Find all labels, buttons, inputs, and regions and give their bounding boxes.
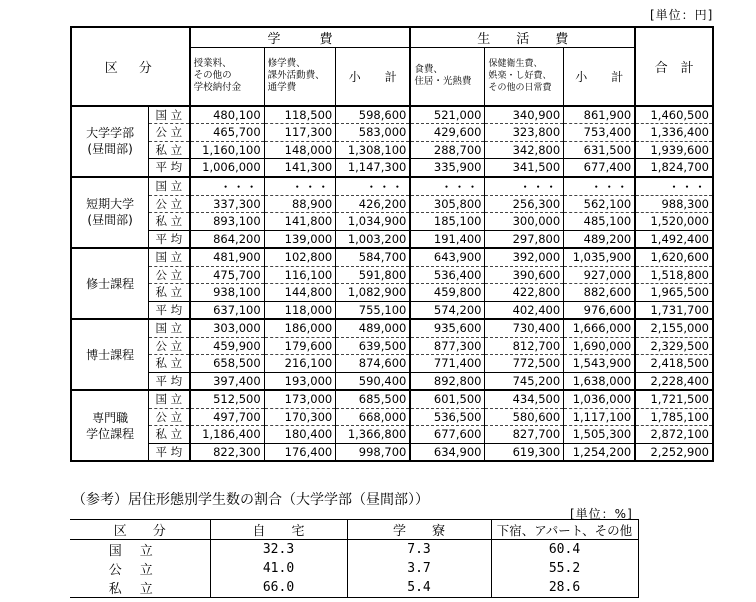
row-category: 平 均	[149, 372, 190, 390]
value-cell: 102,800	[264, 248, 336, 266]
value-cell: 772,500	[485, 355, 564, 373]
value-cell: 893,100	[190, 213, 265, 231]
header-col1: 授業料、 その他の 学校納付金	[190, 48, 265, 106]
ref-header-kubun: 区 分	[70, 520, 210, 540]
value-cell: 186,000	[264, 319, 336, 337]
value-cell: 584,700	[336, 248, 411, 266]
header-col4: 食費、 住居・光熱費	[410, 48, 485, 106]
value-cell: ・・・	[564, 177, 636, 196]
reference-value: 60.4	[491, 540, 638, 560]
value-cell: 303,000	[190, 319, 265, 337]
value-cell: 323,800	[485, 124, 564, 142]
value-cell: 475,700	[190, 266, 265, 284]
reference-value: 66.0	[210, 578, 347, 598]
value-cell: 2,252,900	[635, 443, 713, 461]
value-cell: 185,100	[410, 213, 485, 231]
value-cell: 118,000	[264, 301, 336, 319]
value-cell: 935,600	[410, 319, 485, 337]
table-row	[71, 141, 713, 159]
value-cell: 1,034,900	[336, 213, 411, 231]
reference-title: （参考）居住形態別学生数の割合（大学学部（昼間部））	[72, 492, 429, 508]
value-cell: 562,100	[564, 195, 636, 213]
value-cell: 976,600	[564, 301, 636, 319]
expense-table	[70, 26, 714, 462]
group-label: 博士課程	[71, 319, 149, 390]
reference-row	[70, 578, 638, 598]
table-row	[71, 248, 713, 266]
value-cell: 877,300	[410, 337, 485, 355]
expense-table-body	[71, 106, 713, 462]
value-cell: 2,329,500	[635, 337, 713, 355]
value-cell: 1,254,200	[564, 443, 636, 461]
row-category: 公 立	[149, 408, 190, 426]
value-cell: 1,785,100	[635, 408, 713, 426]
value-cell: 141,800	[264, 213, 336, 231]
reference-row	[70, 540, 638, 560]
value-cell: 874,600	[336, 355, 411, 373]
value-cell: 397,400	[190, 372, 265, 390]
value-cell: 1,082,900	[336, 284, 411, 302]
group-label: 専門職 学位課程	[71, 390, 149, 461]
value-cell: ・・・	[190, 177, 265, 196]
value-cell: 148,000	[264, 141, 336, 159]
row-category: 公 立	[149, 124, 190, 142]
value-cell: 1,460,500	[635, 106, 713, 124]
value-cell: 1,965,500	[635, 284, 713, 302]
value-cell: ・・・	[410, 177, 485, 196]
value-cell: 685,500	[336, 390, 411, 408]
value-cell: 637,100	[190, 301, 265, 319]
table-row	[71, 106, 713, 124]
value-cell: 812,700	[485, 337, 564, 355]
value-cell: 497,700	[190, 408, 265, 426]
value-cell: 598,600	[336, 106, 411, 124]
value-cell: 1,036,000	[564, 390, 636, 408]
value-cell: 938,100	[190, 284, 265, 302]
value-cell: 429,600	[410, 124, 485, 142]
value-cell: 118,500	[264, 106, 336, 124]
value-cell: 489,000	[336, 319, 411, 337]
value-cell: 216,100	[264, 355, 336, 373]
value-cell: 677,600	[410, 426, 485, 444]
reference-value: 41.0	[210, 559, 347, 578]
ref-header-jitaku: 自 宅	[210, 520, 347, 540]
value-cell: 1,147,300	[336, 159, 411, 177]
reference-header-row	[70, 520, 638, 540]
ref-header-gakuryo: 学 寮	[347, 520, 491, 540]
value-cell: 139,000	[264, 230, 336, 248]
value-cell: 827,700	[485, 426, 564, 444]
value-cell: 1,620,600	[635, 248, 713, 266]
table-row	[71, 177, 713, 196]
value-cell: 771,400	[410, 355, 485, 373]
value-cell: 170,300	[264, 408, 336, 426]
table-row	[71, 390, 713, 408]
value-cell: 179,600	[264, 337, 336, 355]
row-category: 私 立	[149, 213, 190, 231]
value-cell: 512,500	[190, 390, 265, 408]
value-cell: 144,800	[264, 284, 336, 302]
value-cell: 337,300	[190, 195, 265, 213]
value-cell: 390,600	[485, 266, 564, 284]
value-cell: 459,800	[410, 284, 485, 302]
reference-table	[70, 519, 639, 598]
header-col3: 小 計	[336, 48, 411, 106]
value-cell: 392,000	[485, 248, 564, 266]
row-category: 国 立	[149, 248, 190, 266]
table-row	[71, 124, 713, 142]
value-cell: 1,638,000	[564, 372, 636, 390]
reference-value: 32.3	[210, 540, 347, 560]
header-gokei: 合 計	[635, 27, 713, 106]
value-cell: 1,003,200	[336, 230, 411, 248]
value-cell: 591,800	[336, 266, 411, 284]
value-cell: 583,000	[336, 124, 411, 142]
table-row	[71, 284, 713, 302]
reference-value: 3.7	[347, 559, 491, 578]
row-category: 私 立	[149, 426, 190, 444]
value-cell: 1,505,300	[564, 426, 636, 444]
value-cell: 892,800	[410, 372, 485, 390]
table-row	[71, 319, 713, 337]
table-row	[71, 266, 713, 284]
value-cell: 141,300	[264, 159, 336, 177]
table-row	[71, 301, 713, 319]
value-cell: 297,800	[485, 230, 564, 248]
value-cell: 193,000	[264, 372, 336, 390]
row-category: 平 均	[149, 443, 190, 461]
value-cell: 459,900	[190, 337, 265, 355]
row-category: 私 立	[149, 141, 190, 159]
reference-table-body	[70, 540, 638, 598]
value-cell: 1,117,100	[564, 408, 636, 426]
value-cell: 1,366,800	[336, 426, 411, 444]
value-cell: 882,600	[564, 284, 636, 302]
value-cell: 342,800	[485, 141, 564, 159]
value-cell: 2,418,500	[635, 355, 713, 373]
value-cell: 753,400	[564, 124, 636, 142]
value-cell: 1,308,100	[336, 141, 411, 159]
value-cell: 927,000	[564, 266, 636, 284]
group-label: 大学学部 (昼間部)	[71, 106, 149, 177]
value-cell: 173,000	[264, 390, 336, 408]
header-col6: 小 計	[564, 48, 636, 106]
table-row	[71, 426, 713, 444]
reference-row-label: 私立	[70, 578, 210, 598]
row-category: 国 立	[149, 390, 190, 408]
value-cell: 1,160,100	[190, 141, 265, 159]
value-cell: 864,200	[190, 230, 265, 248]
value-cell: 402,400	[485, 301, 564, 319]
value-cell: 2,872,100	[635, 426, 713, 444]
header-kubun: 区 分	[71, 27, 190, 106]
value-cell: 1,518,800	[635, 266, 713, 284]
value-cell: 2,228,400	[635, 372, 713, 390]
value-cell: 1,939,600	[635, 141, 713, 159]
value-cell: 658,500	[190, 355, 265, 373]
value-cell: 422,800	[485, 284, 564, 302]
value-cell: 2,155,000	[635, 319, 713, 337]
value-cell: 536,400	[410, 266, 485, 284]
value-cell: 643,900	[410, 248, 485, 266]
row-category: 公 立	[149, 337, 190, 355]
value-cell: 1,520,000	[635, 213, 713, 231]
row-category: 公 立	[149, 195, 190, 213]
value-cell: 288,700	[410, 141, 485, 159]
value-cell: 677,400	[564, 159, 636, 177]
unit-label: [単位：円]	[650, 8, 714, 22]
value-cell: 1,186,400	[190, 426, 265, 444]
value-cell: 305,800	[410, 195, 485, 213]
reference-row-label: 国立	[108, 544, 171, 559]
value-cell: 180,400	[264, 426, 336, 444]
value-cell: 755,100	[336, 301, 411, 319]
value-cell: 1,543,900	[564, 355, 636, 373]
row-category: 公 立	[149, 266, 190, 284]
value-cell: 1,666,000	[564, 319, 636, 337]
table-row	[71, 408, 713, 426]
reference-value: 55.2	[491, 559, 638, 578]
table-row	[71, 372, 713, 390]
value-cell: ・・・	[264, 177, 336, 196]
table-row	[71, 213, 713, 231]
value-cell: 590,400	[336, 372, 411, 390]
value-cell: 521,000	[410, 106, 485, 124]
group-label: 修士課程	[71, 248, 149, 319]
value-cell: 861,900	[564, 106, 636, 124]
value-cell: 481,900	[190, 248, 265, 266]
value-cell: 1,006,000	[190, 159, 265, 177]
table-row	[71, 159, 713, 177]
value-cell: 631,500	[564, 141, 636, 159]
row-category: 平 均	[149, 301, 190, 319]
group-label: 短期大学 (昼間部)	[71, 177, 149, 249]
value-cell: 300,000	[485, 213, 564, 231]
value-cell: 485,100	[564, 213, 636, 231]
value-cell: 489,200	[564, 230, 636, 248]
value-cell: 117,300	[264, 124, 336, 142]
header-seikatsuhi: 生 活 費	[410, 27, 635, 48]
value-cell: 191,400	[410, 230, 485, 248]
value-cell: 822,300	[190, 443, 265, 461]
value-cell: 639,500	[336, 337, 411, 355]
reference-row-label: 公立	[108, 563, 171, 578]
value-cell: 116,100	[264, 266, 336, 284]
value-cell: 580,600	[485, 408, 564, 426]
value-cell: 1,492,400	[635, 230, 713, 248]
value-cell: 619,300	[485, 443, 564, 461]
header-col2: 修学費、 課外活動費、 通学費	[264, 48, 336, 106]
expense-table-header	[71, 27, 713, 106]
value-cell: 465,700	[190, 124, 265, 142]
value-cell: 1,690,000	[564, 337, 636, 355]
value-cell: 176,400	[264, 443, 336, 461]
value-cell: 256,300	[485, 195, 564, 213]
value-cell: 480,100	[190, 106, 265, 124]
row-category: 国 立	[149, 106, 190, 124]
value-cell: 574,200	[410, 301, 485, 319]
value-cell: 340,900	[485, 106, 564, 124]
value-cell: 536,500	[410, 408, 485, 426]
value-cell: 998,700	[336, 443, 411, 461]
row-category: 平 均	[149, 159, 190, 177]
value-cell: 1,035,900	[564, 248, 636, 266]
reference-value: 7.3	[347, 540, 491, 560]
reference-row	[70, 559, 638, 578]
table-row	[71, 337, 713, 355]
row-category: 国 立	[149, 177, 190, 196]
reference-unit: [単位：%]	[570, 507, 633, 521]
table-row	[71, 443, 713, 461]
value-cell: 601,500	[410, 390, 485, 408]
ref-header-geshuku: 下宿、アパート、その他	[491, 520, 638, 540]
table-row	[71, 355, 713, 373]
table-row	[71, 230, 713, 248]
value-cell: 426,200	[336, 195, 411, 213]
header-col5: 保健衛生費、 娯楽・し好費、 その他の日常費	[485, 48, 564, 106]
value-cell: 335,900	[410, 159, 485, 177]
value-cell: ・・・	[485, 177, 564, 196]
value-cell: 1,824,700	[635, 159, 713, 177]
value-cell: 668,000	[336, 408, 411, 426]
row-category: 私 立	[149, 355, 190, 373]
value-cell: 730,400	[485, 319, 564, 337]
value-cell: ・・・	[336, 177, 411, 196]
header-gakuhi: 学 費	[190, 27, 411, 48]
value-cell: 341,500	[485, 159, 564, 177]
table-row	[71, 195, 713, 213]
reference-value: 28.6	[491, 578, 638, 598]
value-cell: 1,721,500	[635, 390, 713, 408]
value-cell: 1,731,700	[635, 301, 713, 319]
value-cell: ・・・	[635, 177, 713, 196]
row-category: 私 立	[149, 284, 190, 302]
value-cell: 434,500	[485, 390, 564, 408]
row-category: 平 均	[149, 230, 190, 248]
value-cell: 634,900	[410, 443, 485, 461]
value-cell: 988,300	[635, 195, 713, 213]
value-cell: 745,200	[485, 372, 564, 390]
reference-value: 5.4	[347, 578, 491, 598]
value-cell: 88,900	[264, 195, 336, 213]
row-category: 国 立	[149, 319, 190, 337]
value-cell: 1,336,400	[635, 124, 713, 142]
